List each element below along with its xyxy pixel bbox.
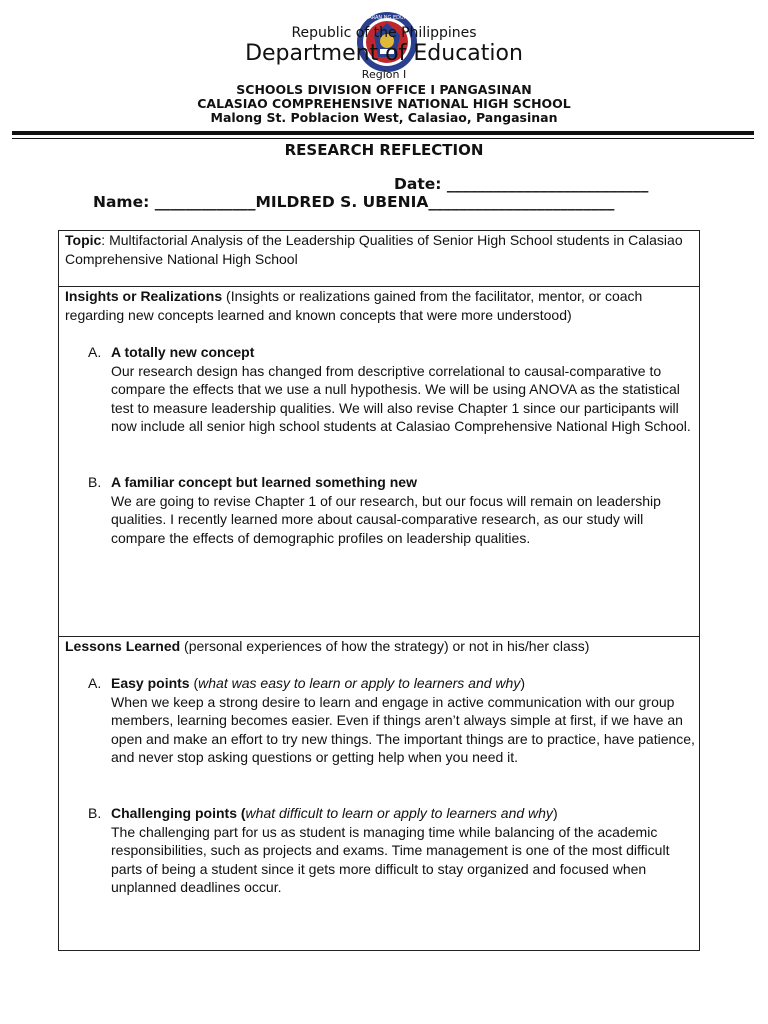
insights-intro [65,287,695,324]
document-title: RESEARCH REFLECTION [284,141,484,159]
lesson-b-letter: B. [88,805,102,821]
insight-b-heading: A familiar concept but learned something new [111,474,417,490]
lesson-b-note-close: ) [552,805,558,821]
insight-b-letter: B. [88,474,102,490]
lesson-a-note-open: ( [189,675,199,691]
insights-description: (Insights or realizations gained from the facilitator, mentor, or coach regarding new concepts learned and known concepts that were more understood) [65,288,643,323]
insight-b-body: We are going to revise Chapter 1 of our research, but our focus will remain on leadership qualities. I recently learned more about causal-comparative research, as our study will compare the effects of demographic profiles on leadership qualities. [111,492,661,546]
school-name: CALASIAO COMPREHENSIVE NATIONAL HIGH SCHOOL [197,96,571,111]
lesson-a-body: When we keep a strong desire to learn and engage in active communication with our group members, learning becomes easier. Even if things aren’t always simple at first, if we have an open and make an effort to try new things. The important things are to practice, have patience, and never stop asking questions or getting help when you need it. [111,693,695,766]
insight-a-letter: A. [88,344,102,360]
lessons-label: Lessons Learned [65,638,181,654]
header-divider-thick [12,131,754,135]
header-divider-thin [12,138,754,139]
insight-a-heading: A totally new concept [111,344,255,360]
lesson-b-body: The challenging part for us as student is managing time while balancing of the academic responsibilities, such as projects and exams. Time management is one of the most difficult parts of being a student since it gets more difficult to stay organized and focused when unplanned deadlines occur. [111,823,670,896]
lesson-a [111,674,695,767]
date-line [394,175,648,193]
lesson-a-heading: Easy points [111,675,190,691]
name-value: _____________MILDRED S. UBENIA________________________ [154,193,615,211]
region-text: Region I [361,68,407,81]
insights-section [58,286,700,637]
topic-text: : Multifactorial Analysis of the Leadership Qualities of Senior High School students in Calasiao Comprehensive National High School [65,232,683,267]
insights-label: Insights or Realizations [65,288,223,304]
svg-text:KAGAWARAN NG EDUKASYON: KAGAWARAN NG EDUKASYON [350,15,424,21]
lesson-a-note-close: ) [520,675,525,691]
insight-a [111,343,695,436]
school-address: Malong St. Poblacion West, Calasiao, Pangasinan [210,110,558,125]
name-label: Name: [93,193,150,211]
topic-section [58,230,700,287]
date-label: Date: [394,175,442,193]
lesson-b [111,804,695,897]
department-title: Department of Education [245,41,523,66]
division-office: SCHOOLS DIVISION OFFICE I PANGASINAN [236,82,532,97]
lessons-section [58,636,700,951]
insight-b [111,473,695,547]
lessons-description: (personal experiences of how the strategy) or not in his/her class) [180,638,590,654]
name-line [93,193,614,211]
topic-paragraph [65,231,695,268]
lesson-b-note: what difficult to learn or apply to learners and why [245,805,553,821]
lessons-intro [65,637,695,656]
topic-label: Topic [65,232,102,248]
date-value: __________________________ [446,175,649,193]
republic-text: Republic of the Philippines [291,25,477,41]
lesson-b-heading: Challenging points ( [111,805,246,821]
lesson-a-letter: A. [88,675,102,691]
insight-a-body: Our research design has changed from descriptive correlational to causal-comparative to compare the effects that we use a null hypothesis. We will be using ANOVA as the statistical test to measure leadership qualities. We will also revise Chapter 1 since our participants will now include all senior high school students at Calasiao Comprehensive National High School. [111,362,691,435]
lesson-a-note: what was easy to learn or apply to learners and why [198,675,521,691]
